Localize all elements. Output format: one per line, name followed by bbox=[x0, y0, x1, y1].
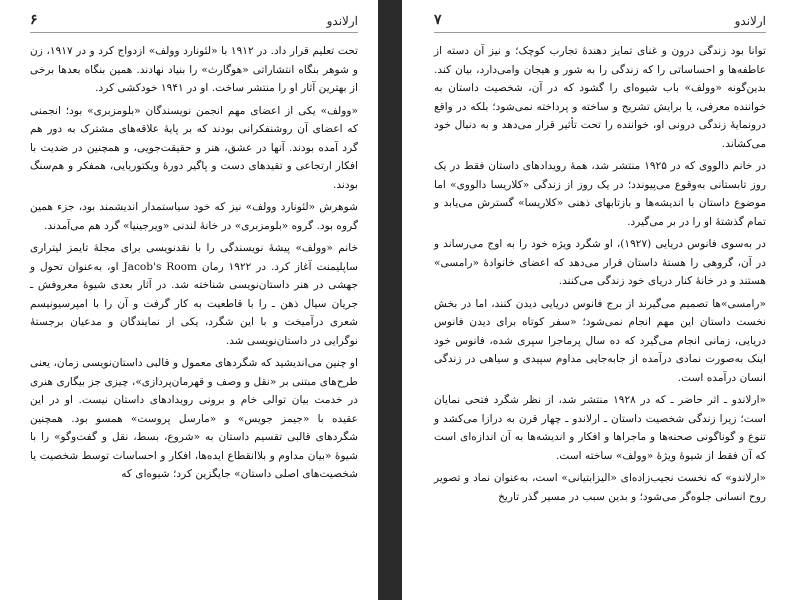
page-number: ۶ bbox=[30, 12, 38, 28]
paragraph: خانم «وولف» پیشهٔ نویسندگی را با نقدنویسی برای مجلهٔ تایمز لیتراری ساپلیمنت آغاز کرد. در ۱۹۲۲ رمان Jacob's Room او، به‌عنوان تحول و جهشی در هنر داستان‌نویسی شناخته شد. در آثار بعدی شیوهٔ معروفش ـ جریان سیال ذهن ـ را با قاطعیت به کار گرفت و آن را با امپرسیونیسم شعری درآمیخت و با این شگرد، یکی از نمایندگان و مدعیان برجستهٔ نوگرایی در داستان‌نویسی شد. bbox=[30, 242, 358, 347]
paragraph: توانا بود زندگی درون و غنای تمایز دهندهٔ تجارب کوچک؛ و نیز آن دسته از عاطفه‌ها و احساساتی را که زندگی را به شور و هیجان وامی‌دارد، بیان کند. بدین‌گونه «وولف» باب شیوه‌ای را گشود که در آن، شخصیت داستان به خواننده معرفی، یا برایش تشریح و ساخته و پرداخته نمی‌شود؛ بلکه در واقع درونمایهٔ زندگی درونی او، خواننده را تحت تأثیر قرار می‌دهد و به دنبال خود می‌کشاند. bbox=[434, 45, 766, 150]
paragraph: او چنین می‌اندیشید که شگردهای معمول و قالبی داستان‌نویسی زمان، یعنی طرح‌های مبتنی بر «نقل و وصف و قهرمان‌پردازی»، چیزی جز بیگاری هنری در خدمت بیان توالی خام و برونی رویدادهای داستان نیست. او در این عقیده با «جیمز جویس» و «مارسل پروست» همسو بود. همچنین شگردهای قالبی تقسیم داستان به «شروع، بسط، نقل و گفت‌وگو» را با شیوهٔ «بیان مداوم و بلاانقطاع ایده‌ها، افکار و احساسات توسط شخصیت یا شخصیت‌های اصلی داستان» جایگزین کرد؛ شیوه‌ای که bbox=[30, 357, 358, 480]
right-page bbox=[402, 0, 788, 600]
paragraph: «وولف» یکی از اعضای مهم انجمن نویسندگان «بلومزبری» بود؛ انجمنی که اعضای آن روشنفکرانی بودند که بر پایهٔ علاقه‌های مشترک به دور هم گرد آمده بودند. آنها در عشق، هنر و حقیقت‌جویی، و همچنین در ضدیت با افکار ارتجاعی و تقیدهای دست و پاگیر دورهٔ ویکتوریایی، همفکر و هم‌سنگ بودند. bbox=[30, 104, 358, 191]
paragraph: در خانم دالووی که در ۱۹۲۵ منتشر شد، همهٔ رویدادهای داستان فقط در یک روز تابستانی به‌وقوع می‌پیوندد؛ در یک روز از زندگی «کلاریسا دالووی» اما موضوع داستان با اندیشه‌ها و بازتابهای ذهنی «کلاریسا» گسترش می‌یابد و تمام گذشتهٔ او را در بر می‌گیرد. bbox=[434, 160, 766, 228]
page-number: ۷ bbox=[434, 12, 442, 28]
left-page-body bbox=[30, 42, 358, 488]
right-page-body bbox=[434, 42, 766, 510]
left-page bbox=[0, 0, 378, 600]
paragraph: شوهرش «لئونارد وولف» نیز که خود سیاستمدار اندیشمند بود، جزء همین گروه بود. گروه «بلومزبری» در خانهٔ لندنی «ویرجینیا» گرد هم می‌آمدند. bbox=[30, 201, 358, 232]
right-page-header bbox=[434, 14, 766, 33]
left-page-header bbox=[30, 14, 358, 33]
paragraph: «ارلاندو» که نخست نجیب‌زاده‌ای «الیزابتیانی» است، به‌عنوان نماد و تصویر روح انسانی جلوه‌گر می‌شود؛ و بدین سبب در مسیر گذر تاریخ bbox=[434, 472, 766, 503]
paragraph: تحت تعلیم قرار داد. در ۱۹۱۲ با «لئونارد وولف» ازدواج کرد و در ۱۹۱۷، زن و شوهر بنگاه انتشاراتی «هوگارث» را بنیاد نهادند. همین بنگاه بعدها برخی از بهترین آثار او را منتشر ساخت. او در ۱۹۴۱ خودکشی کرد. bbox=[30, 45, 359, 94]
book-gutter bbox=[378, 0, 402, 600]
running-title: ارلاندو bbox=[734, 14, 766, 28]
paragraph: «رامسی»ها تصمیم می‌گیرند از برج فانوس دریایی دیدن کنند، اما در بخش نخست داستان این مهم انجام نمی‌شود؛ «سفر کوتاه برای دیدن فانوس دریایی، زمانی انجام می‌گیرد که ده سال پرماجرا سپری شده، فانوس خود اینک به‌صورت نمادی درآمده از جابه‌جایی مداوم سپیدی و سیاهی در زندگی انسان درآمده است. bbox=[434, 297, 766, 384]
running-title: ارلاندو bbox=[326, 14, 358, 28]
paragraph: در به‌سوی فانوس دریایی (۱۹۲۷)، او شگرد ویژه خود را به اوج می‌رساند و در آن، گروهی را هستهٔ داستان قرار می‌دهد که اعضای خانوادهٔ «رامسی» هستند و در خانهٔ کنار دریای خود زندگی می‌کنند. bbox=[434, 238, 767, 287]
paragraph: «ارلاندو ـ اثر حاضر ـ که در ۱۹۲۸ منتشر شد، از نظر شگرد فتحی نمایان است؛ زیرا زندگی شخصیت داستان ـ ارلاندو ـ چهار قرن به درازا می‌کشد و تنوع و گوناگونی صحنه‌ها و ماجراها و افکار و اندیشه‌ها به آن اندازه‌ای است که آن فقط از شیوهٔ ویژهٔ «وولف» ساخته است. bbox=[434, 394, 766, 462]
